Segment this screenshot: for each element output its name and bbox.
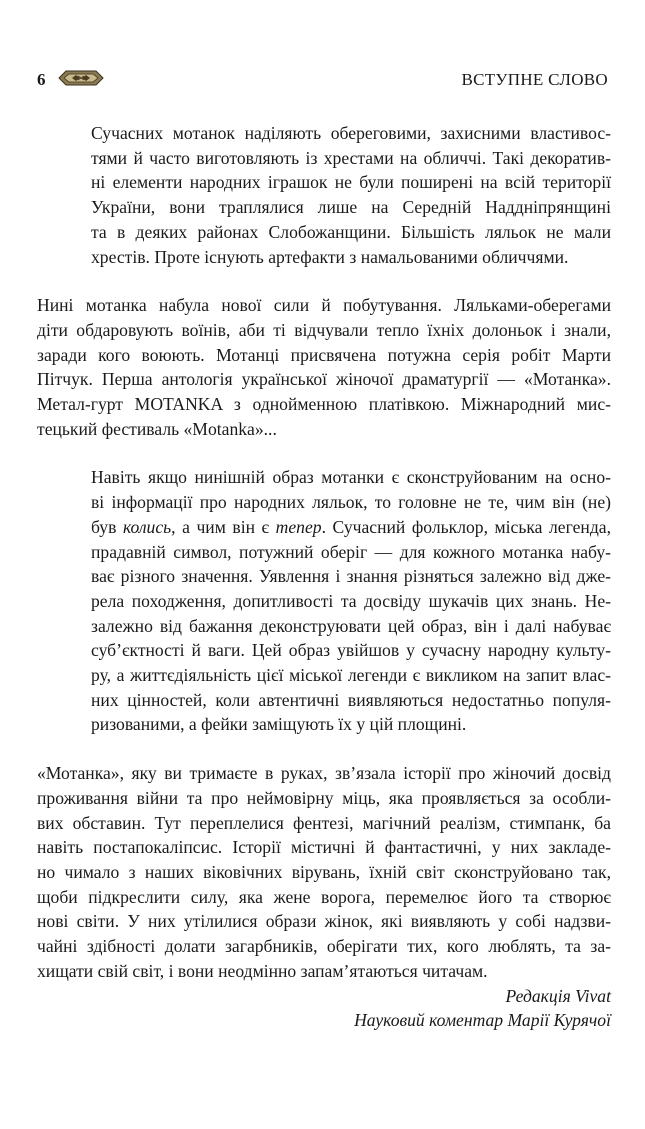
text-line: прадавній символ, потужний оберіг — для кожного мотанка набу- [91,541,611,562]
running-head: ВСТУПНЕ СЛОВО [461,70,608,89]
text-line: заради кого воюють. Мотанці присвячена потужна серія робіт Марти [37,344,611,365]
text-line: тями й часто виготовляють із хрестами на обличчі. Такі декоратив- [91,147,611,168]
text-line: хрестів. Проте існують артефакти з намальованими обличчями. [91,246,569,267]
text-line: вих обставин. Тут переплелися фентезі, магічний реалізм, стимпанк, ба [37,812,611,833]
text-line: ризованими, а фейки заміщують їх у цій площині. [91,714,467,735]
text-line: Сучасних мотанок наділяють обереговими, захисними властивос- [91,123,611,143]
text-line: них цінностей, коли автентичні виявляються недостатньо популя- [91,689,611,710]
text-line: діти обдаровують воїнів, аби ті відчували тепло їхніх долоньок і знали, [37,319,611,340]
text-run: . Сучасний фольклор, міська легенда, [321,516,611,537]
text-line: тецький фестиваль «Motanka»... [37,418,277,439]
emphasis-teper: тепер [275,516,322,537]
text-line: України, вони траплялися лише на Середній Наддніпрянщині [91,197,611,218]
text-line: Пітчук. Перша антологія української жіночої драматургії — «Мотанка». [37,369,611,390]
text-line: ні елементи народних іграшок не були поширені на всій території [91,172,611,193]
text-line: хищати свій світ, і вони неодмінно запам’ятаються читачам. [37,960,488,981]
text-run: , а чим він є [171,516,276,537]
text-line: залежно від бажання деконструювати цей образ, він і далі набуває [91,615,611,636]
signature-editorial: Редакція Vivat [505,985,611,1006]
text-line: Навіть якщо нинішній образ мотанки є сконструйованим на осно- [91,467,611,488]
text-line: суб’єктності й ваги. Цей образ увійшов у сучасну народну культу- [91,640,611,661]
paragraph-4 [37,761,611,983]
paragraph-2 [37,293,611,441]
text-line: рела походження, допитливості та досвіду шукачів цих знань. Не- [91,590,611,611]
text-line: ває різного значення. Уявлення і знання різняться залежно від дже- [91,566,611,587]
text-line-mixed [91,515,611,540]
decorative-ornament-icon [58,69,104,87]
paragraph-quote-2 [91,465,611,737]
page-number: 6 [37,70,46,89]
paragraph-quote-1 [91,121,611,269]
signature-commentary: Науковий коментар Марії Курячої [354,1010,611,1031]
text-line: ві інформації про народних ляльок, то головне не те, чим він (не) [91,492,611,513]
text-line: щоби підкреслити силу, яка жене ворога, перемелює його та створює [37,886,611,907]
text-line: но чимало з наших віковічних вірувань, їхній світ сконструйовано так, [37,861,611,882]
emphasis-kolys: колись [122,516,172,537]
text-line: ру, а життєдіяльність цієї міської легенди є викликом на запит влас- [91,665,611,686]
text-line: Метал-гурт MOTANKA з однойменною платівкою. Міжнародний мис- [37,394,611,415]
text-line: чайні здібності долати загарбників, оберігати тих, кого люблять, та за- [37,936,611,957]
text-line: нові світи. У них утілилися образи жінок, які виявляють у собі надзви- [37,911,611,932]
text-run: був [91,516,123,537]
text-line: та в деяких районах Слобожанщини. Більшість ляльок не мали [91,221,611,242]
page-body [37,121,611,1033]
text-line: навіть постапокаліпсис. Історії містичні й фантастичні, у них закладе- [37,837,611,858]
text-line: Нині мотанка набула нової сили й побутування. Ляльками-оберегами [37,295,611,316]
text-line: «Мотанка», яку ви тримаєте в руках, зв’язала історії про жіночий досвід [37,763,611,784]
text-line: проживання війни та про неймовірну міць, яка проявляється за особли- [37,787,611,808]
